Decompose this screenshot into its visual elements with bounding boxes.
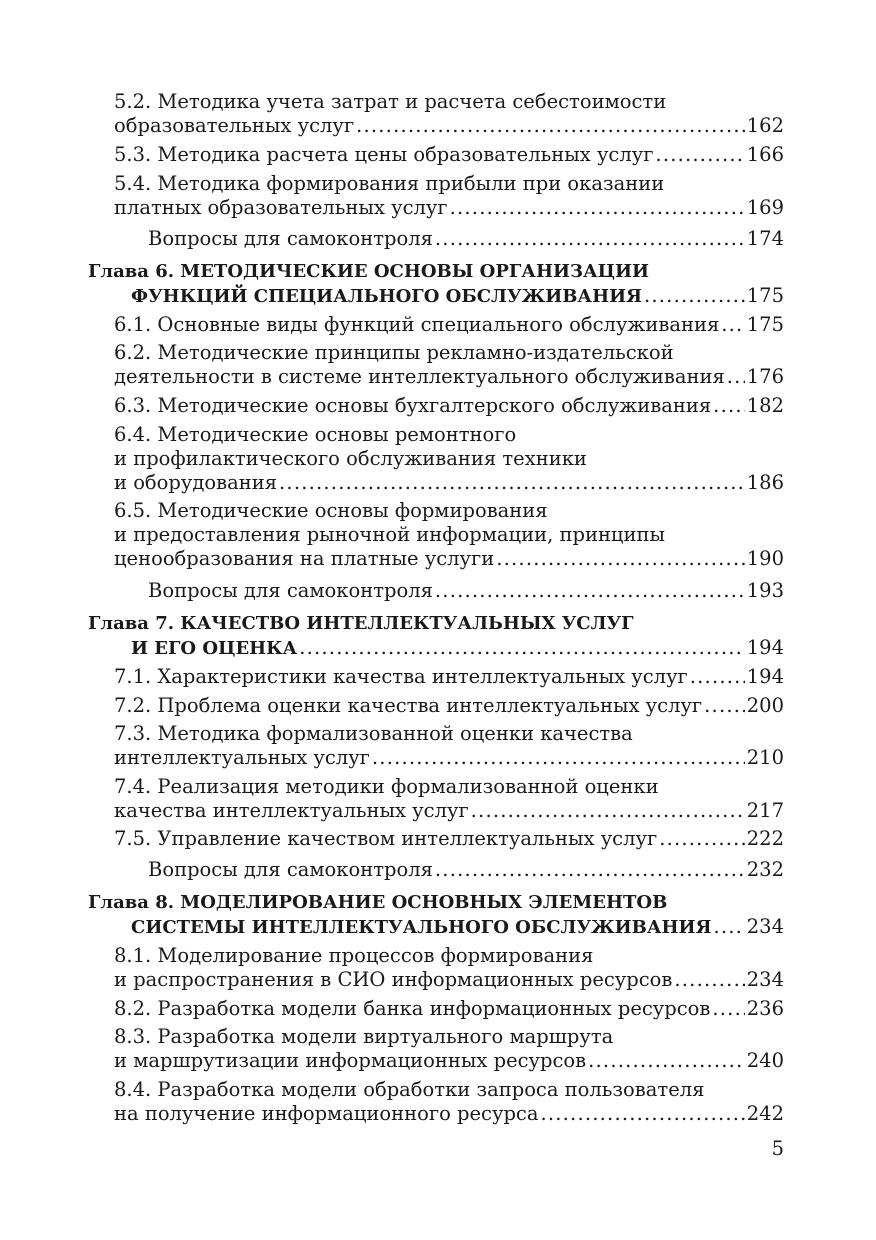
- toc-line: 7.4. Реализация методики формализованной оценки: [114, 775, 659, 798]
- toc-entry[interactable]: ценообразования на платные услуги . . . 190: [114, 547, 784, 571]
- toc-entry[interactable]: 7.5. Управление качеством интеллектуальных услуг . . . 222: [114, 827, 784, 851]
- toc-entry[interactable]: 6.1. Основные виды функций специального обслуживания . . . 175: [114, 313, 784, 337]
- toc-line: 8.1. Моделирование процессов формирования: [114, 944, 594, 967]
- page-number: 5: [771, 1137, 784, 1160]
- toc-entry-questions[interactable]: Вопросы для самоконтроля . . . 232: [148, 858, 784, 882]
- chapter-6-title: Глава 6. МЕТОДИЧЕСКИЕ ОСНОВЫ ОРГАНИЗАЦИИ: [88, 261, 650, 282]
- toc-line: 8.3. Разработка модели виртуального маршрута: [114, 1025, 614, 1048]
- toc-line: 6.4. Методические основы ремонтного: [114, 423, 517, 446]
- chapter-7-title: Глава 7. КАЧЕСТВО ИНТЕЛЛЕКТУАЛЬНЫХ УСЛУГ: [88, 613, 634, 634]
- toc-entry[interactable]: 7.1. Характеристики качества интеллектуальных услуг . . . 194: [114, 665, 784, 689]
- toc-line: и предоставления рыночной информации, принципы: [114, 523, 665, 546]
- toc-line: 5.4. Методика формирования прибыли при оказании: [114, 172, 665, 195]
- toc-entry[interactable]: и распространения в СИО информационных ресурсов . . . 234: [114, 968, 784, 992]
- toc-entry[interactable]: и маршрутизации информационных ресурсов . . . 240: [114, 1049, 784, 1073]
- toc-line: 5.2. Методика учета затрат и расчета себестоимости: [114, 90, 667, 113]
- toc-entry-questions[interactable]: Вопросы для самоконтроля . . . 174: [148, 227, 784, 251]
- toc-entry[interactable]: на получение информационного ресурса . . . 242: [114, 1102, 784, 1126]
- toc-entry[interactable]: платных образовательных услуг . . . 169: [114, 196, 784, 220]
- toc-entry-chapter-6[interactable]: ФУНКЦИЙ СПЕЦИАЛЬНОГО ОБСЛУЖИВАНИЯ . . . 175: [131, 284, 784, 309]
- toc-entry-chapter-8[interactable]: СИСТЕМЫ ИНТЕЛЛЕКТУАЛЬНОГО ОБСЛУЖИВАНИЯ . . . 234: [131, 915, 784, 940]
- toc-entry[interactable]: качества интеллектуальных услуг . . . 217: [114, 799, 784, 823]
- toc-entry[interactable]: 7.2. Проблема оценки качества интеллектуальных услуг . . . 200: [114, 694, 784, 718]
- toc-entry[interactable]: 6.3. Методические основы бухгалтерского обслуживания . . . 182: [114, 394, 784, 418]
- chapter-8-title: Глава 8. МОДЕЛИРОВАНИЕ ОСНОВНЫХ ЭЛЕМЕНТОВ: [88, 892, 668, 913]
- toc-line: 6.5. Методические основы формирования: [114, 499, 548, 522]
- toc-entry[interactable]: и оборудования . . . 186: [114, 471, 784, 495]
- toc-line: 6.2. Методические принципы рекламно-издательской: [114, 341, 674, 364]
- toc-line: 7.3. Методика формализованной оценки качества: [114, 722, 633, 745]
- toc-entry[interactable]: интеллектуальных услуг . . . 210: [114, 746, 784, 770]
- toc-line: и профилактического обслуживания техники: [114, 447, 587, 470]
- toc-entry[interactable]: 8.2. Разработка модели банка информационных ресурсов . . . 236: [114, 997, 784, 1021]
- toc-entry[interactable]: 5.3. Методика расчета цены образовательных услуг . . . 166: [114, 143, 784, 167]
- toc-entry[interactable]: образовательных услуг . . . 162: [114, 114, 784, 138]
- toc-line: 8.4. Разработка модели обработки запроса пользователя: [114, 1078, 705, 1101]
- toc-entry[interactable]: деятельности в системе интеллектуального обслуживания . . . 176: [114, 365, 784, 389]
- toc-entry-chapter-7[interactable]: И ЕГО ОЦЕНКА . . . 194: [131, 636, 784, 661]
- toc-entry-questions[interactable]: Вопросы для самоконтроля . . . 193: [148, 579, 784, 603]
